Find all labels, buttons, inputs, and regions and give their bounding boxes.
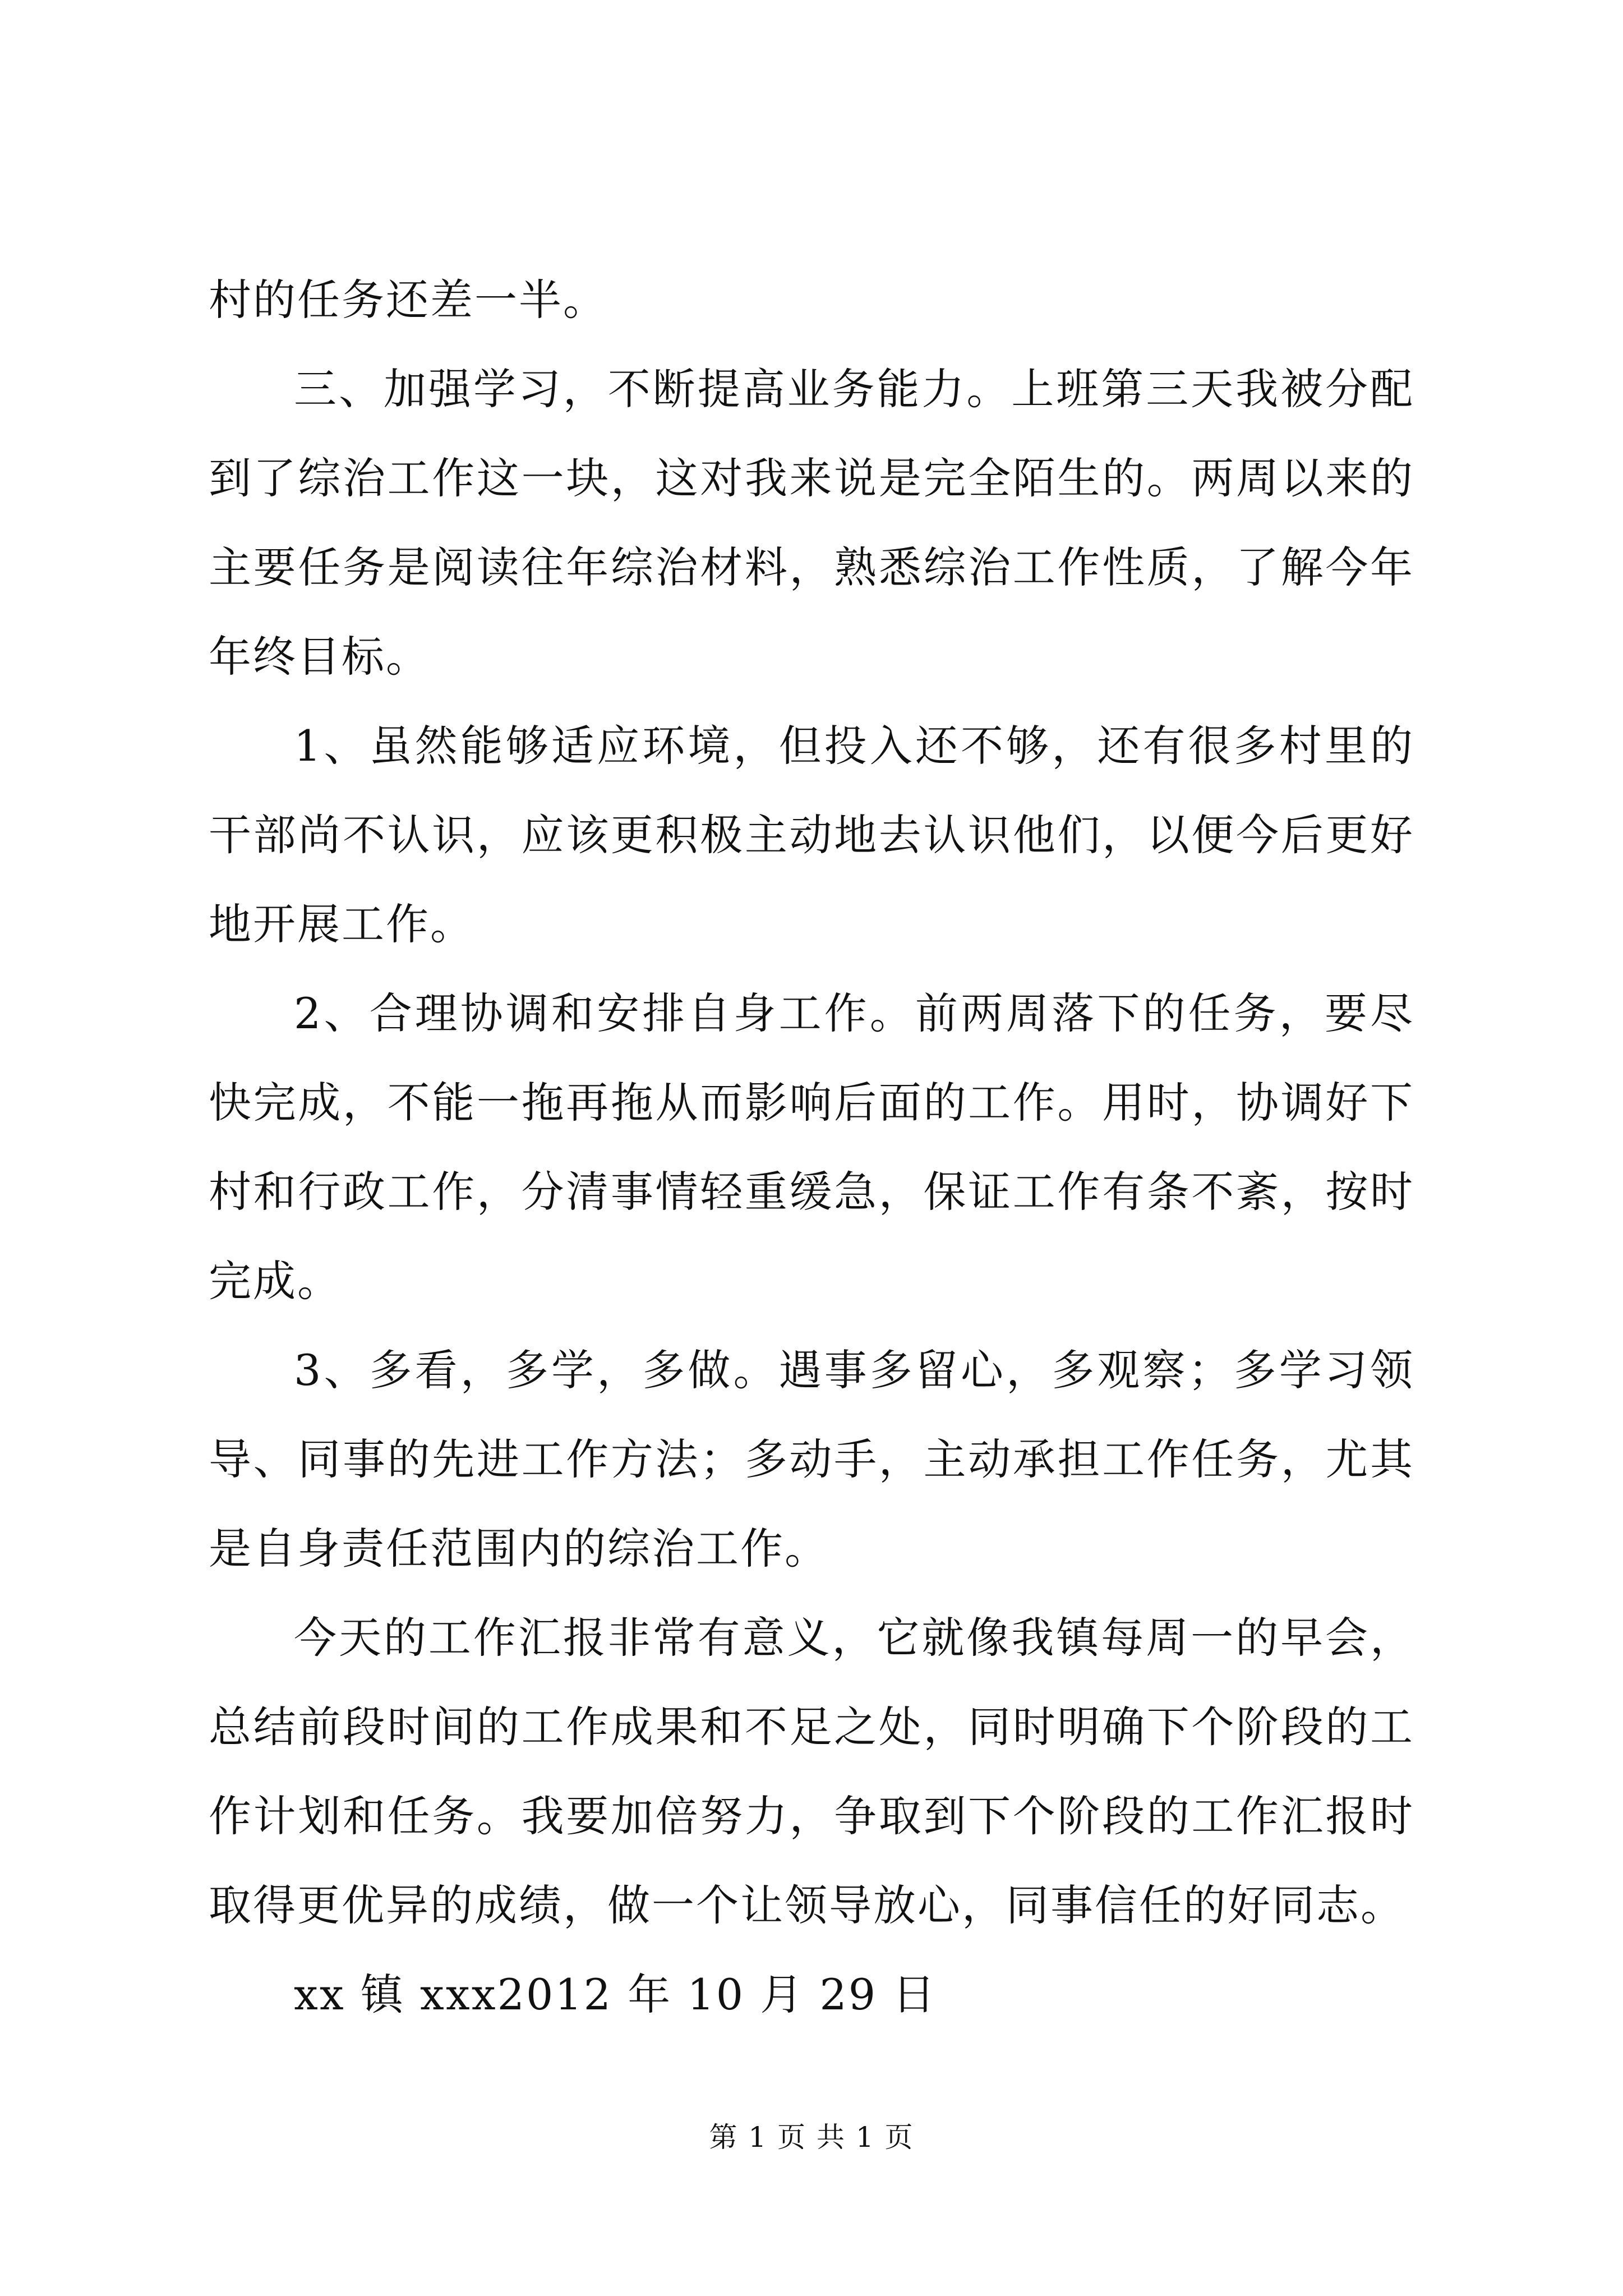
paragraph-section-three: 三、加强学习，不断提高业务能力。上班第三天我被分配到了综治工作这一块，这对我来说是完全陌生的。两周以来的主要任务是阅读往年综治材料，熟悉综治工作性质，了解今年年终目标。 xyxy=(209,364,1414,682)
paragraph-item-one: 1、虽然能够适应环境，但投入还不够，还有很多村里的干部尚不认识，应该更积极主动地去认识他们，以便今后更好地开展工作。 xyxy=(209,721,1414,949)
page-number-footer: 第 1 页 共 1 页 xyxy=(709,2121,914,2154)
signature-date-line: xx 镇 xxx2012 年 10 月 29 日 xyxy=(294,1970,937,2019)
paragraph-item-three: 3、多看，多学，多做。遇事多留心，多观察；多学习领导、同事的先进工作方法；多动手，主动承担工作任务，尤其是自身责任范围内的综治工作。 xyxy=(209,1345,1414,1573)
paragraph-continuation: 村的任务还差一半。 xyxy=(209,275,607,325)
document-body xyxy=(209,255,1414,2039)
paragraph-conclusion: 今天的工作汇报非常有意义，它就像我镇每周一的早会，总结前段时间的工作成果和不足之处，同时明确下个阶段的工作计划和任务。我要加倍努力，争取到下个阶段的工作汇报时取得更优异的成绩，做一个让领导放心，同事信任的好同志。 xyxy=(209,1613,1414,1930)
paragraph-item-two: 2、合理协调和安排自身工作。前两周落下的任务，要尽快完成，不能一拖再拖从而影响后面的工作。用时，协调好下村和行政工作，分清事情轻重缓急，保证工作有条不紊，按时完成。 xyxy=(209,988,1414,1306)
